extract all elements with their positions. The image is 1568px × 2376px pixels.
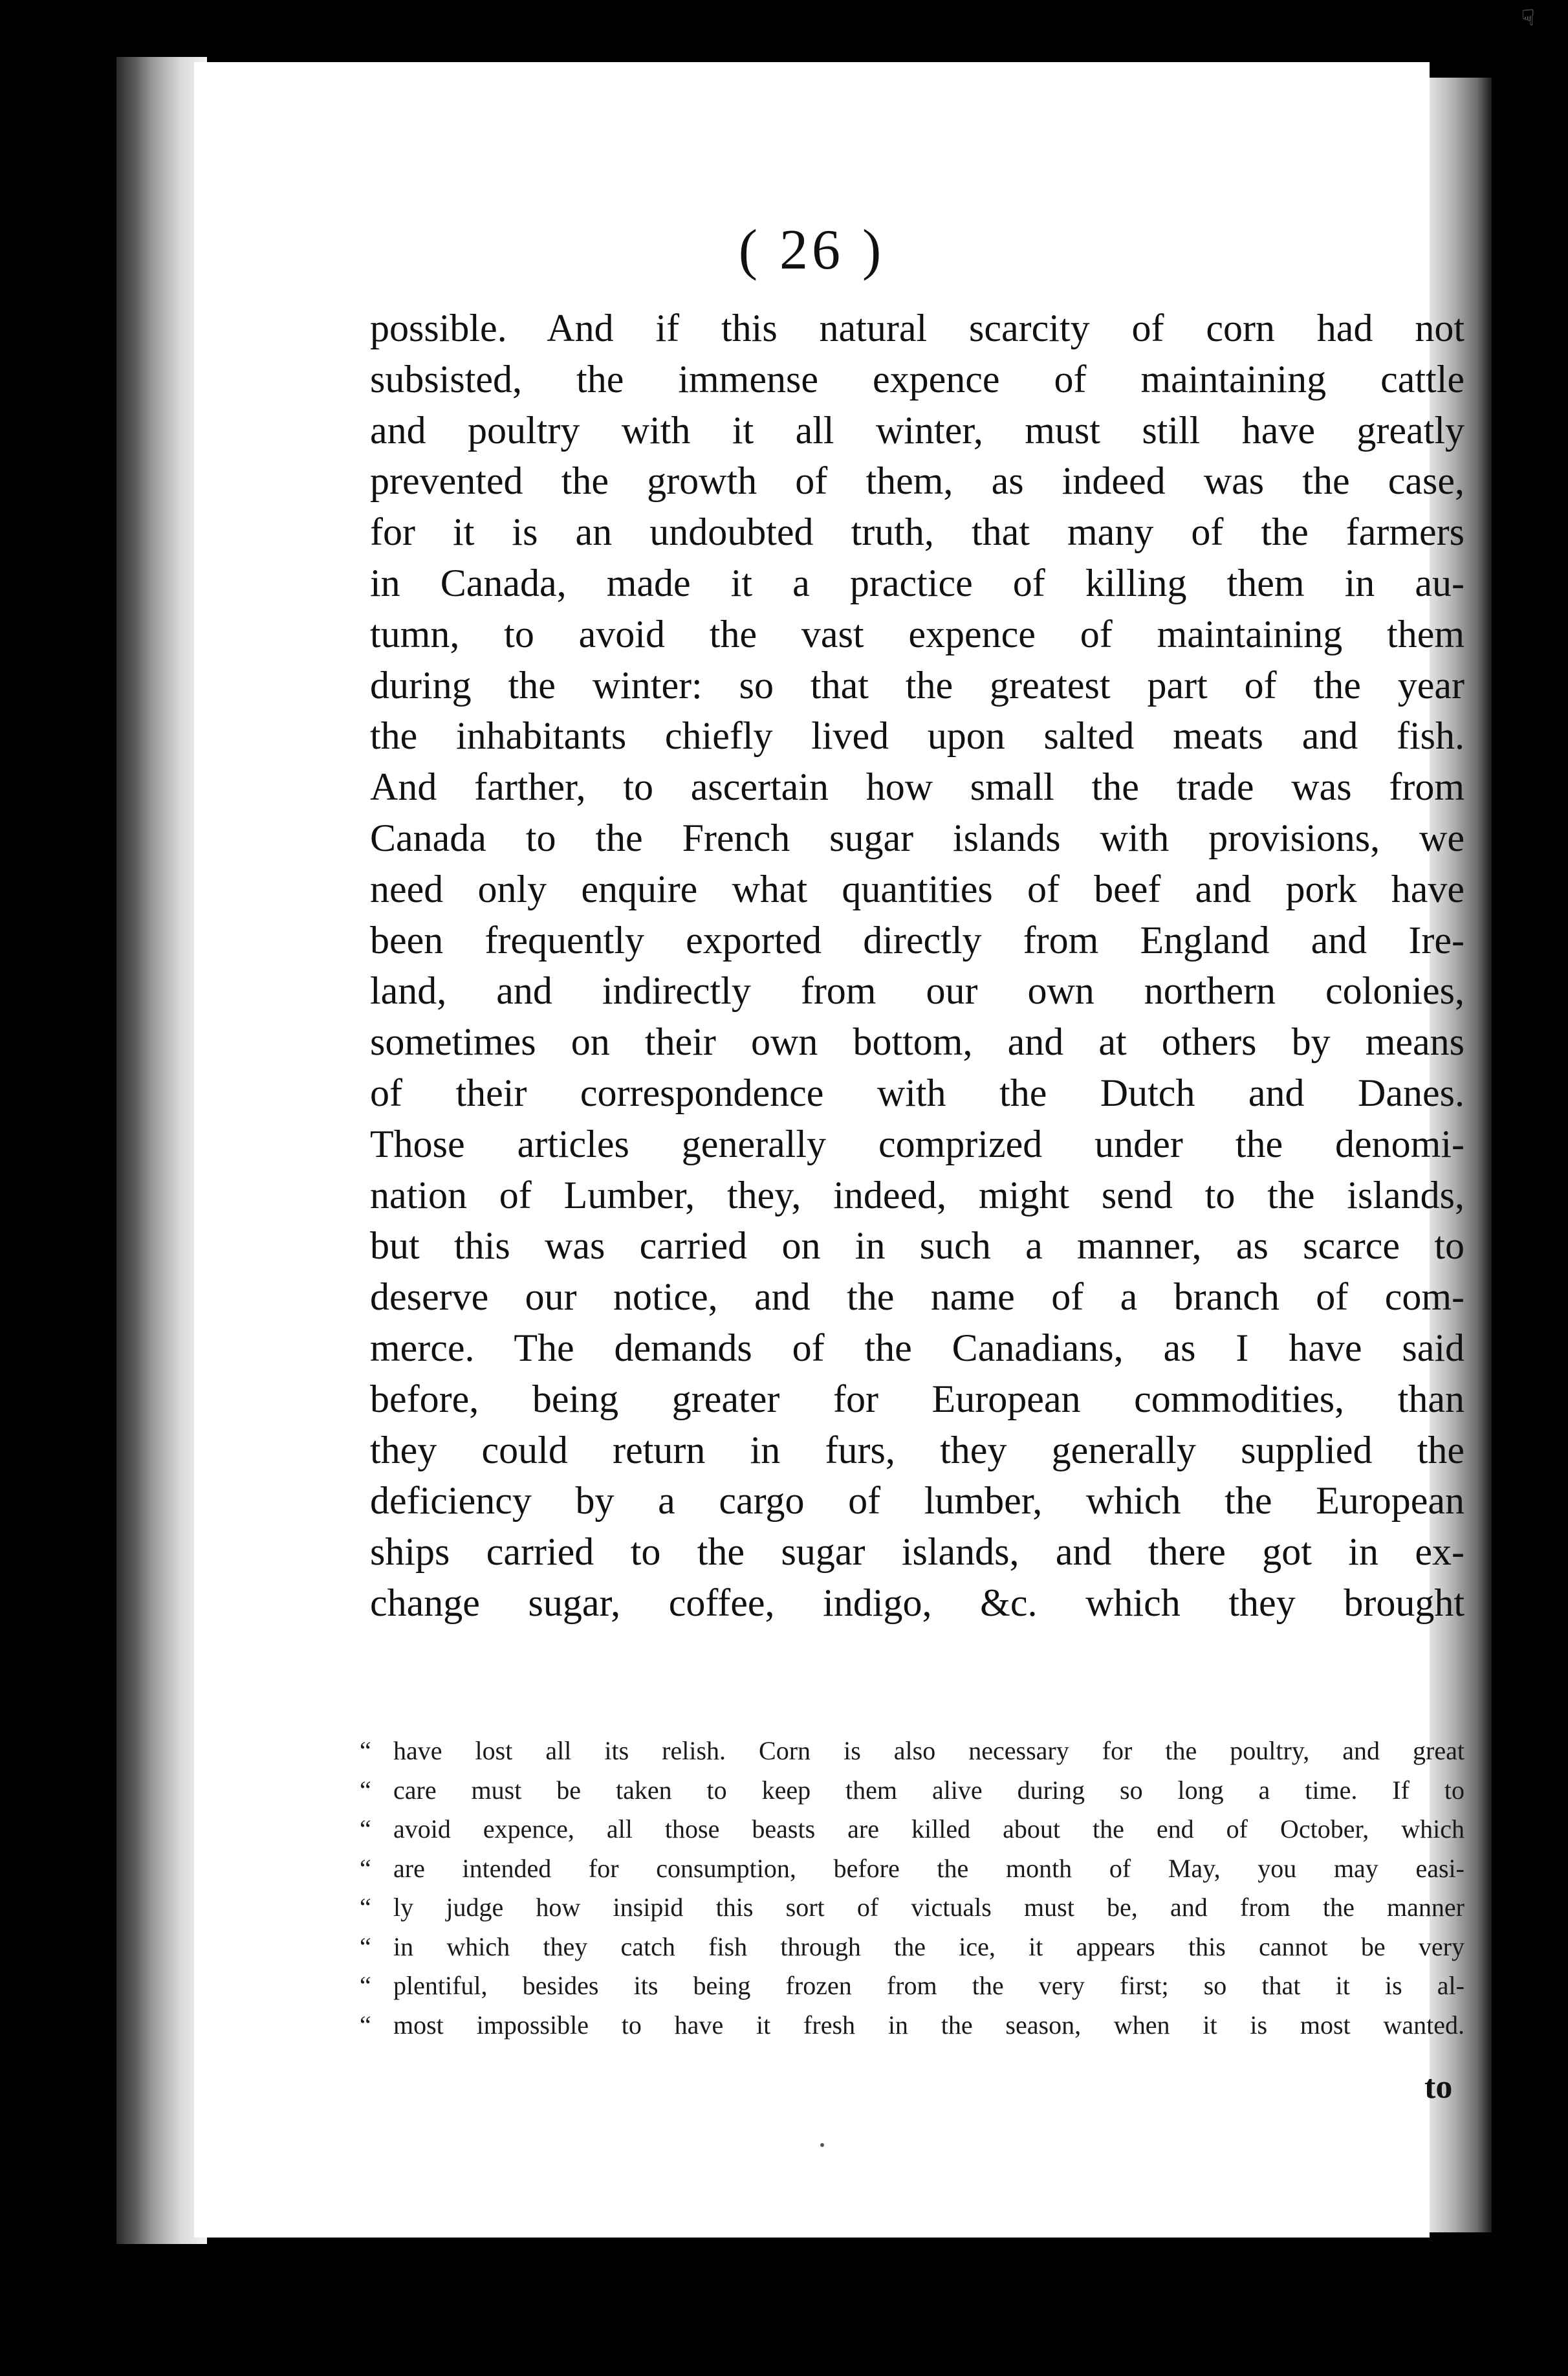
quote-mark: “ — [360, 1893, 371, 1922]
footnote-line — [360, 1849, 1465, 1889]
footnote-text: are intended for consumption, before the month of May, you may easi- — [393, 1853, 1465, 1883]
text-line: and poultry with it all winter, must still have greatly — [370, 408, 1465, 452]
footnote-text: avoid expence, all those beasts are killed about the end of October, which — [393, 1814, 1465, 1843]
footnote-line — [360, 1732, 1465, 1771]
quote-mark: “ — [360, 2010, 371, 2040]
text-line: nation of Lumber, they, indeed, might send to the islands, — [370, 1173, 1465, 1216]
text-line: merce. The demands of the Canadians, as I have said — [370, 1326, 1465, 1369]
text-line: land, and indirectly from our own northern colonies, — [370, 969, 1465, 1013]
footnote-text: in which they catch fish through the ice, it appears this cannot be very — [393, 1931, 1465, 1961]
text-line: the inhabitants chiefly lived upon salted meats and fish. — [370, 714, 1465, 758]
text-line: need only enquire what quantities of beef and pork have — [370, 867, 1465, 910]
text-line: possible. And if this natural scarcity of corn had not — [370, 307, 1465, 349]
text-line: tumn, to avoid the vast expence of maintaining them — [370, 612, 1465, 655]
footnote-line — [360, 1928, 1465, 1967]
page-number: ( 26 ) — [738, 219, 886, 281]
footnote-line — [360, 2006, 1465, 2045]
text-line: prevented the growth of them, as indeed was the case, — [370, 459, 1465, 503]
quote-mark: “ — [360, 1931, 371, 1961]
text-line: deficiency by a cargo of lumber, which the European — [370, 1479, 1465, 1523]
text-line: sometimes on their own bottom, and at others by means — [370, 1020, 1465, 1064]
text-line: they could return in furs, they generally supplied the — [370, 1428, 1465, 1471]
text-line: change sugar, coffee, indigo, &c. which they brought — [370, 1581, 1465, 1624]
text-line: but this was carried on in such a manner, as scarce to — [370, 1224, 1465, 1268]
text-line: before, being greater for European commodities, than — [370, 1377, 1465, 1420]
text-line: of their correspondence with the Dutch and Danes. — [370, 1071, 1465, 1114]
text-line: Canada to the French sugar islands with provisions, we — [370, 816, 1465, 859]
text-line: been frequently exported directly from England and Ire- — [370, 918, 1465, 962]
footnote-text: ly judge how insipid this sort of victuals must be, and from the manner — [393, 1893, 1465, 1922]
footnote-line — [360, 1888, 1465, 1928]
quote-mark: “ — [360, 1853, 371, 1883]
footnote-line — [360, 1966, 1465, 2006]
footnote-text: care must be taken to keep them alive during so long a time. If to — [393, 1775, 1465, 1805]
footnote-line — [360, 1810, 1465, 1849]
scan-speck — [820, 2143, 824, 2147]
text-line: Those articles generally comprized under the denomi- — [370, 1122, 1465, 1165]
text-line: And farther, to ascertain how small the trade was from — [370, 765, 1465, 809]
quote-mark: “ — [360, 1736, 371, 1765]
footnote-text: most impossible to have it fresh in the season, when it is most wanted. — [393, 2010, 1465, 2040]
quote-mark: “ — [360, 1971, 371, 2000]
footnote-text: plentiful, besides its being frozen from the very first; so that it is al- — [393, 1971, 1465, 2000]
book-page — [194, 62, 1465, 2238]
main-text — [370, 303, 1465, 1629]
text-line: subsisted, the immense expence of maintaining cattle — [370, 357, 1465, 401]
text-line: ships carried to the sugar islands, and there got in ex- — [370, 1530, 1465, 1574]
quote-mark: “ — [360, 1814, 371, 1843]
text-line: during the winter: so that the greatest part of the year — [370, 663, 1465, 707]
footnote-line — [360, 1771, 1465, 1810]
scan-corner-mark: ☟ — [1521, 5, 1535, 31]
catchword: to — [1424, 2069, 1453, 2106]
footnote-text: have lost all its relish. Corn is also necessary for the poultry, and great — [393, 1736, 1465, 1765]
quote-mark: “ — [360, 1775, 371, 1805]
text-line: for it is an undoubted truth, that many of the farmers — [370, 511, 1465, 554]
footnote-block — [360, 1732, 1465, 2045]
text-line: deserve our notice, and the name of a branch of com- — [370, 1275, 1465, 1319]
book-spine-shadow — [116, 57, 207, 2244]
text-line: in Canada, made it a practice of killing them in au- — [370, 561, 1465, 604]
